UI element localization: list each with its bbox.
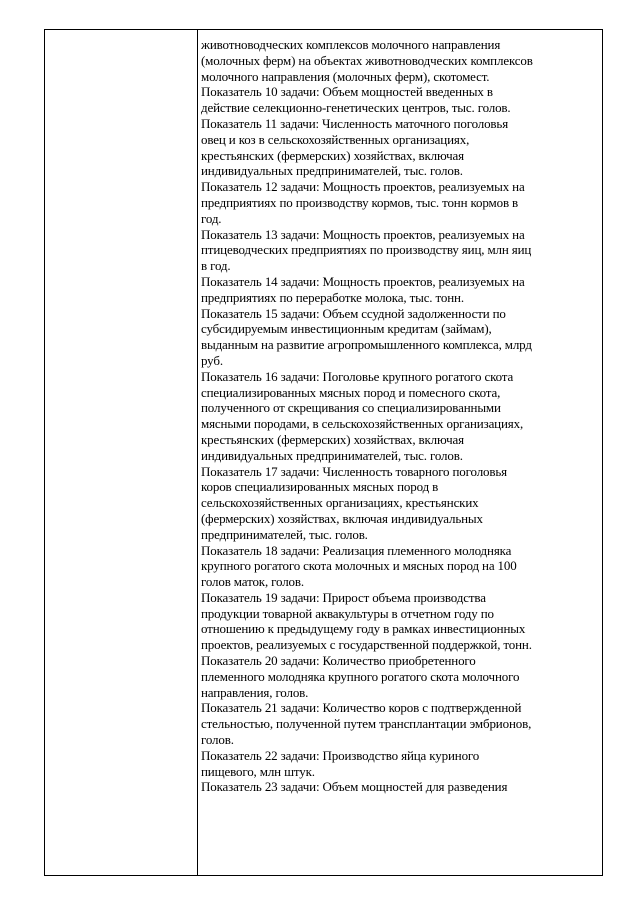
indicator-11-text: Показатель 11 задачи: Численность маточного поголовья овец и коз в сельскохозяйственных организациях, крестьянских (фермерских) хозяйствах, включая индивидуальных предпринимателей, тыс. голов. [201,115,509,179]
indicator-18-text: Показатель 18 задачи: Реализация племенного молодняка крупного рогатого скота молочных и мясных пород на 100 голов маток, голов. [201,542,517,590]
indicator-12-text: Показатель 12 задачи: Мощность проектов, реализуемых на предприятиях по производству кормов, тыс. тонн кормов в год. [201,179,525,226]
indicator-13-text: Показатель 13 задачи: Мощность проектов, реализуемых на птицеводческих предприятиях по производству яиц, млн яиц в год. [201,226,532,274]
indicator-19-text: Показатель 19 задачи: Прирост объема производства продукции товарной аквакультуры в отчетном году по отношению к предыдущему году в рамках инвестиционных проектов, реализуемых с государственной поддержкой, тонн. [201,589,532,653]
indicator-10-text: Показатель 10 задачи: Объем мощностей введенных в действие селекционно-генетических центров, тыс. голов. [201,84,511,116]
indicator-21-text: Показатель 21 задачи: Количество коров с подтвержденной стельностью, полученной путем трансплантации эмбрионов, голов. [201,700,532,748]
indicator-16-text: Показатель 16 задачи: Поголовье крупного рогатого скота специализированных мясных пород и помесного скота, полученного от скрещивания со специализированными мясными породами, в сельскохозяйственных организациях, крестьянских (фермерских) хозяйствах, включая индивидуальных предпринимателей, тыс. голов. [201,368,524,463]
document-table [44,29,603,876]
indicator-15-text: Показатель 15 задачи: Объем ссудной задолженности по субсидируемым инвестиционным кредитам (займам), выданным на развитие агропромышленного комплекса, млрд руб. [201,305,532,368]
indicator-17-text: Показатель 17 задачи: Численность товарного поголовья коров специализированных мясных пород в сельскохозяйственных организациях, крестьянских (фермерских) хозяйствах, включая индивидуальных предпринимателей, тыс. голов. [201,463,507,542]
indicator-14-text: Показатель 14 задачи: Мощность проектов, реализуемых на предприятиях по переработке молока, тыс. тонн. [201,273,525,305]
indicator-23-text: Показатель 23 задачи: Объем мощностей для разведения [201,779,508,795]
paragraph-continuation: животноводческих комплексов молочного направления (молочных ферм) на объектах животноводческих комплексов молочного направления (молочных ферм), скотомест. [201,37,533,84]
table-cell-left [45,30,198,875]
indicator-22-text: Показатель 22 задачи: Производство яйца куриного пищевого, млн штук. [201,747,480,779]
table-cell-right [201,30,600,875]
indicator-20-text: Показатель 20 задачи: Количество приобретенного племенного молодняка крупного рогатого скота молочного направления, голов. [201,653,520,700]
